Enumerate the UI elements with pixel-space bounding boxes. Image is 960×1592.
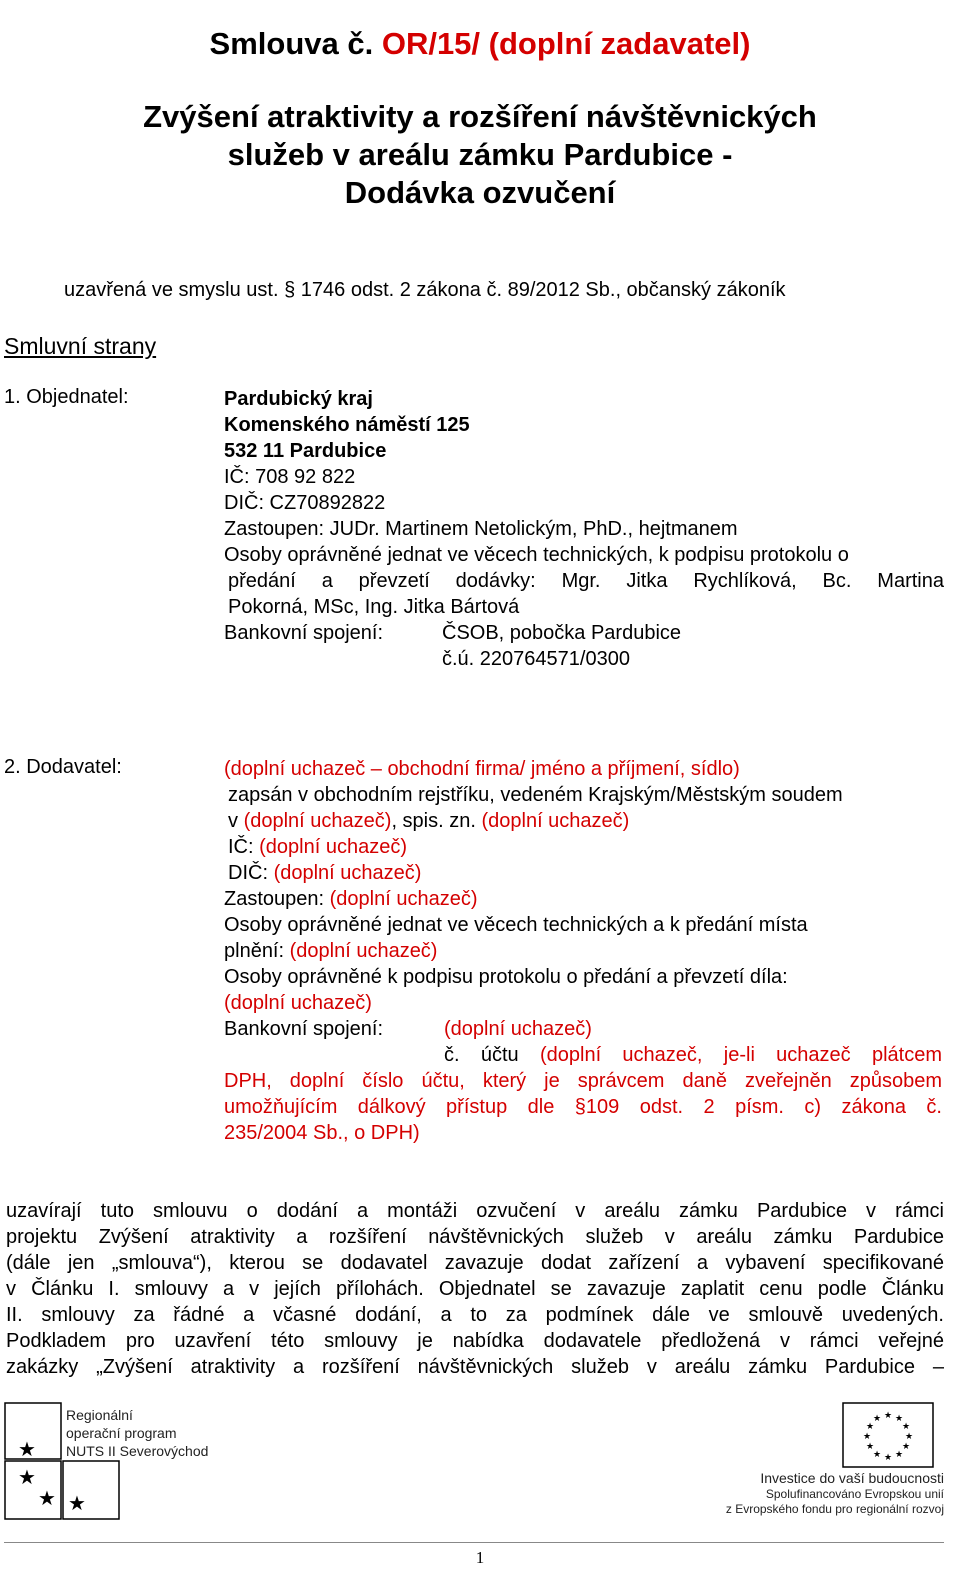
eu-logo-text [676,1470,944,1517]
party2-registry-line1: zapsán v obchodním rejstříku, vedeném Krajským/Městským soudem [228,784,843,806]
party2-tech-line2 [224,938,942,964]
footer-divider [4,1542,944,1543]
party1-label: 1. Objednatel: [4,386,129,408]
section-heading-parties: Smluvní strany [4,333,157,359]
party2-name-placeholder: (doplní uchazeč – obchodní firma/ jméno a příjmení, sídlo) [224,758,740,780]
party1-account: č.ú. 220764571/0300 [442,648,630,670]
account-placeholder-1: (doplní uchazeč, je-li uchazeč plátcem [539,1044,942,1066]
ic-label: IČ: [228,836,260,858]
svg-text:★: ★ [38,1486,56,1510]
party2-label: 2. Dodavatel: [4,756,122,778]
registry-prefix: v [228,810,244,832]
svg-text:★: ★ [872,1450,882,1460]
party2-account-line1 [224,1042,942,1068]
svg-text:★: ★ [904,1432,914,1442]
party2-dic [224,860,942,886]
represented-placeholder: (doplní uchazeč) [329,888,478,910]
svg-text:★: ★ [68,1491,86,1515]
party1-dic: DIČ: CZ70892822 [224,492,386,514]
page-number: 1 [475,1548,485,1567]
party2-ic [224,834,942,860]
contract-title-prefix: Smlouva č. [209,26,382,61]
represented-label: Zastoupen: [224,888,330,910]
party1-bank [224,620,944,646]
party2-sign-line1: Osoby oprávněné k podpisu protokolu o předání a převzetí díla: [224,966,788,988]
party1-bank-name: ČSOB, pobočka Pardubice [442,622,682,644]
party2-account-line2: DPH, doplní číslo účtu, který je správcem daně zveřejněn způsobem [224,1070,942,1092]
preamble-line: II. smlouvy za řádné a včasné dodání, a to za podmínek dále ve smlouvě uvedených. [6,1304,944,1326]
svg-text:★: ★ [883,1411,893,1421]
rop-line: Regionální [66,1407,133,1423]
contract-title [0,26,960,62]
tech-label: plnění: [224,940,290,962]
legal-basis: uzavřená ve smyslu ust. § 1746 odst. 2 zákona č. 89/2012 Sb., občanský zákoník [64,279,786,301]
party2-details [224,756,942,1146]
svg-text:★: ★ [18,1437,36,1461]
contract-preamble [6,1198,944,1380]
party2-bank [224,1016,942,1042]
eu-flag-icon [842,1402,934,1468]
party1-street: Komenského náměstí 125 [224,414,470,436]
party1-ic: IČ: 708 92 822 [224,466,356,488]
contract-number-placeholder: OR/15/ (doplní zadavatel) [381,26,751,61]
dic-label: DIČ: [228,862,274,884]
rop-logo [4,1402,244,1520]
eu-logo [676,1402,944,1520]
preamble-line: projektu Zvýšení atraktivity a rozšíření návštěvnických služeb v areálu zámku Pardubice [6,1226,944,1248]
svg-text:★: ★ [894,1414,904,1424]
tech-placeholder: (doplní uchazeč) [289,940,438,962]
party2-account-line4: 235/2004 Sb., o DPH) [224,1122,420,1144]
svg-text:★: ★ [883,1453,893,1463]
svg-text:★: ★ [865,1442,875,1452]
party1-city: 532 11 Pardubice [224,440,387,462]
eu-line: z Evropského fondu pro regionální rozvoj [725,1502,944,1516]
party1-authorized-line2: předání a převzetí dodávky: Mgr. Jitka Rychlíková, Bc. Martina [228,570,944,592]
subject-line-2: služeb v areálu zámku Pardubice - [227,137,733,172]
party2-account-line3: umožňujícím dálkový přístup dle §109 odst. 2 písm. c) zákona č. [224,1096,942,1118]
rop-logo-text [66,1406,208,1460]
ic-placeholder: (doplní uchazeč) [259,836,407,858]
svg-text:★: ★ [901,1422,911,1432]
preamble-line: v Článku I. smlouvy a v jejích přílohách. Objednatel se zavazuje zaplatit cenu podle Článku [6,1278,944,1300]
svg-text:★: ★ [18,1465,36,1489]
preamble-line: zakázky „Zvýšení atraktivity a rozšíření návštěvnických služeb v areálu zámku Pardubice – [6,1356,944,1378]
party2-bank-label: Bankovní spojení: [224,1018,383,1040]
preamble-line: (dále jen „smlouva“), kterou se dodavatel zavazuje dodat zařízení a vybavení specifikované [6,1252,944,1274]
svg-text:★: ★ [862,1432,872,1442]
eu-line: Investice do vaší budoucnosti [760,1470,944,1486]
party1-details [224,386,944,672]
party1-authorized-line1: Osoby oprávněné jednat ve věcech technických, k podpisu protokolu o [224,544,849,566]
party2-sign-placeholder: (doplní uchazeč) [224,992,372,1014]
svg-text:★: ★ [865,1422,875,1432]
eu-line: Spolufinancováno Evropskou unií [765,1487,944,1501]
account-label: č. účtu [444,1044,540,1066]
svg-text:★: ★ [894,1450,904,1460]
svg-text:★: ★ [901,1442,911,1452]
registry-file-placeholder: (doplní uchazeč) [481,810,630,832]
registry-file-label: , spis. zn. [391,810,482,832]
party1-bank-label: Bankovní spojení: [224,622,383,644]
preamble-line: uzavírají tuto smlouvu o dodání a montáži ozvučení v areálu zámku Pardubice v rámci [6,1200,944,1222]
party1-represented: Zastoupen: JUDr. Martinem Netolickým, PhD., hejtmanem [224,518,738,540]
party2-represented [224,886,942,912]
contract-subject [0,98,960,212]
rop-line: NUTS II Severovýchod [66,1443,209,1459]
party2-registry-line2 [224,808,942,834]
party2-bank-placeholder: (doplní uchazeč) [444,1018,592,1040]
party1-name: Pardubický kraj [224,388,373,410]
registry-court-placeholder: (doplní uchazeč) [243,810,392,832]
party2-tech-line1: Osoby oprávněné jednat ve věcech technických a k předání místa [224,914,808,936]
subject-line-1: Zvýšení atraktivity a rozšíření návštěvnických [143,99,817,134]
preamble-line: Podkladem pro uzavření této smlouvy je nabídka dodavatele předložená v rámci veřejné [6,1330,944,1352]
dic-placeholder: (doplní uchazeč) [273,862,422,884]
subject-line-3: Dodávka ozvučení [344,175,616,210]
rop-line: operační program [66,1425,177,1441]
svg-text:★: ★ [872,1414,882,1424]
party1-authorized-line3: Pokorná, MSc, Ing. Jitka Bártová [228,596,520,618]
